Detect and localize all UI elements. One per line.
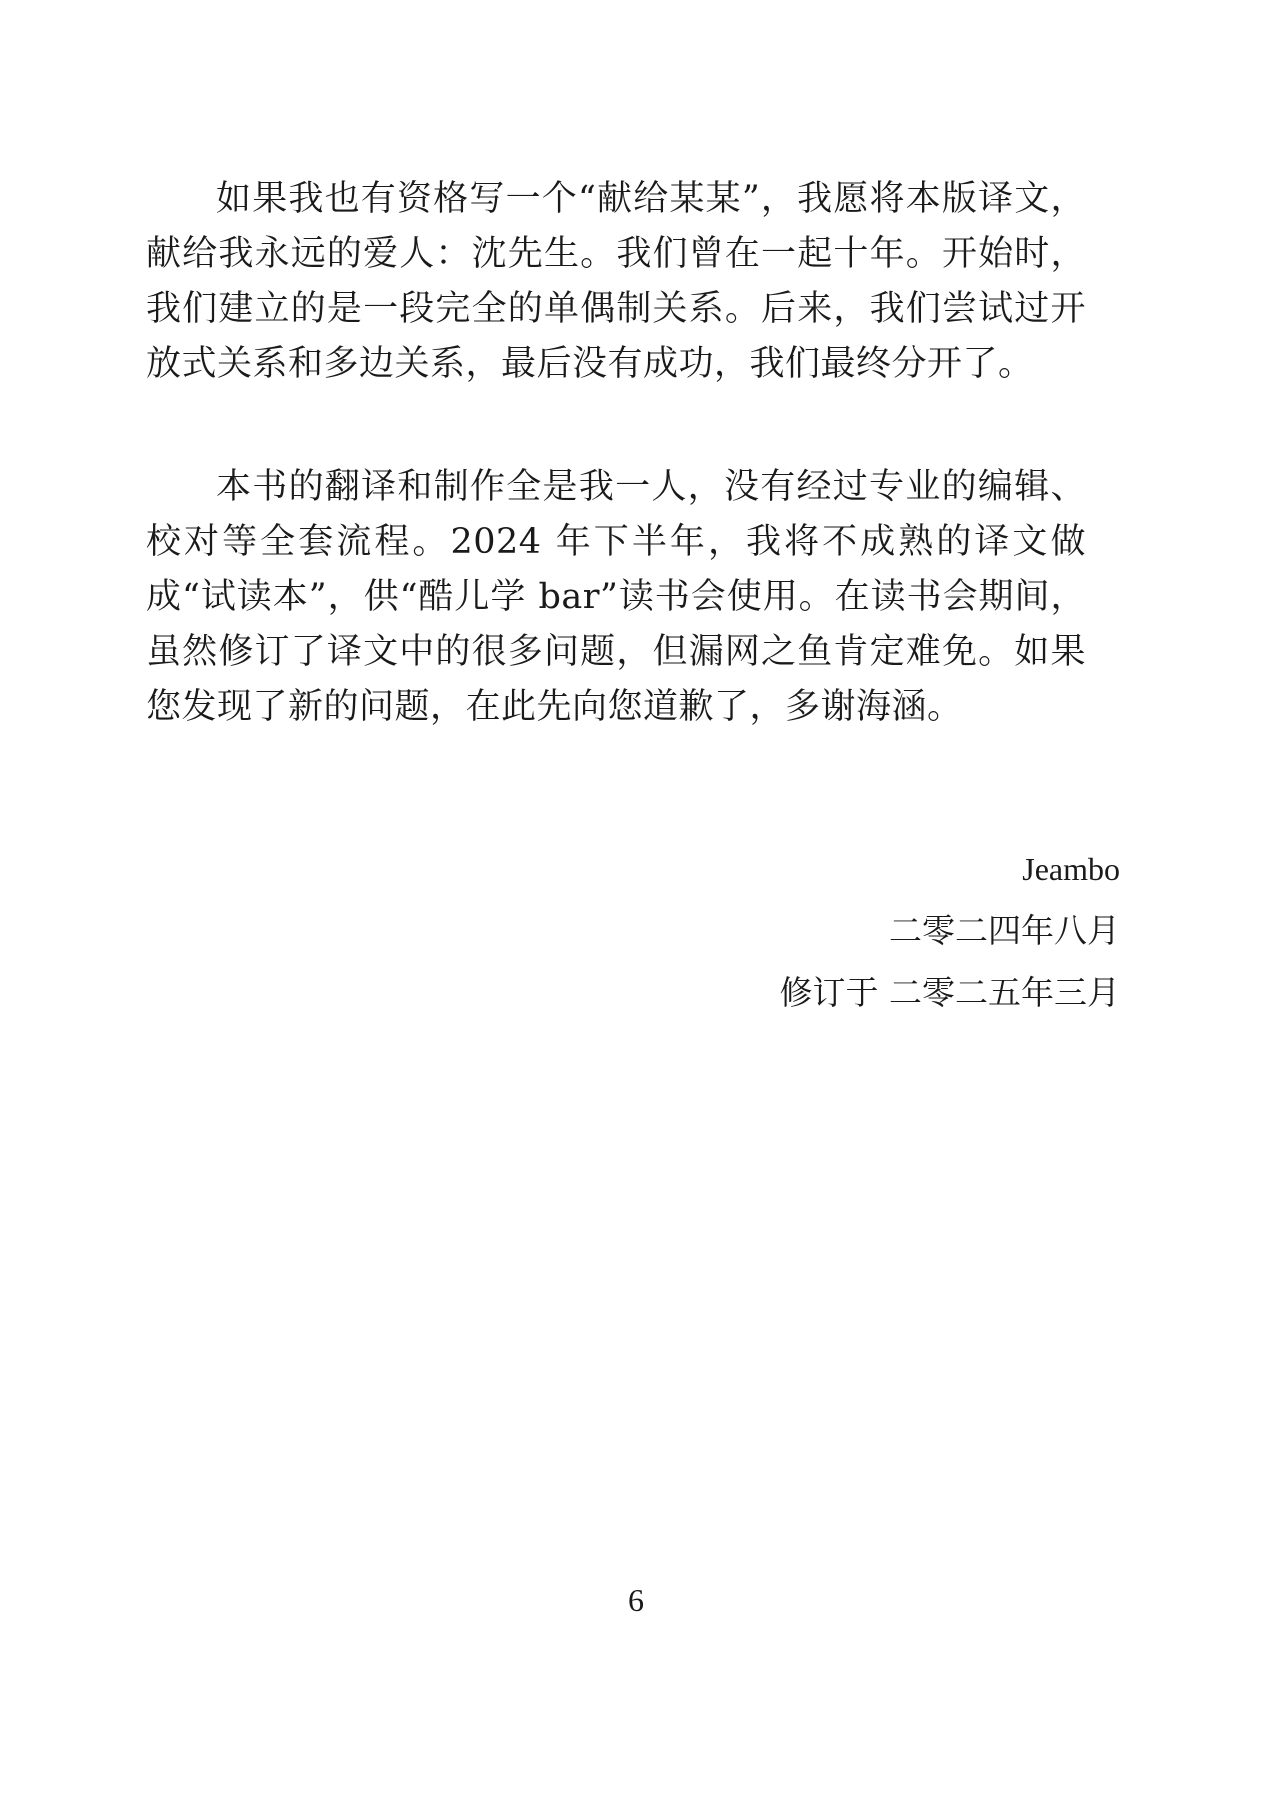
body-text [146,172,1086,735]
paragraph-translation-note: 本书的翻译和制作全是我一人，没有经过专业的编辑、校对等全套流程。2024 年下半年，我将不成熟的译文做成“试读本”，供“酷儿学 bar”读书会使用。在读书会期间，虽然修订了译文中的很多问题，但漏网之鱼肯定难免。如果您发现了新的问题，在此先向您道歉了，多谢海涵。 [146,467,1086,727]
signature-block [780,838,1121,1024]
page-number: 6 [628,1582,644,1618]
signature-date: 二零二四年八月 [889,911,1120,950]
signature-name: Jeambo [1022,851,1120,887]
paragraph-dedication: 如果我也有资格写一个“献给某某”，我愿将本版译文，献给我永远的爱人：沈先生。我们曾在一起十年。开始时，我们建立的是一段完全的单偶制关系。后来，我们尝试过开放式关系和多边关系，最后没有成功，我们最终分开了。 [146,179,1086,384]
signature-revised-date: 修订于 二零二五年三月 [779,973,1120,1012]
